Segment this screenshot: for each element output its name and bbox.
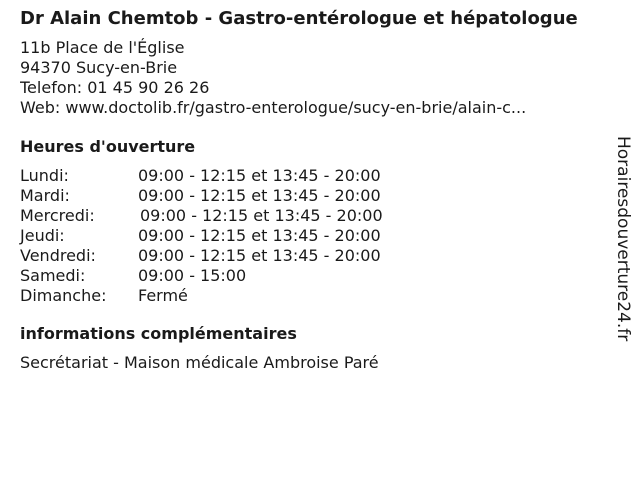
hours-day: Lundi: <box>20 166 69 185</box>
hours-time: 09:00 - 12:15 et 13:45 - 20:00 <box>138 166 381 185</box>
hours-day: Samedi: <box>20 266 86 285</box>
hours-table <box>20 166 600 306</box>
extra-info-heading: informations complémentaires <box>20 324 297 343</box>
phone-number: Telefon: 01 45 90 26 26 <box>20 78 210 97</box>
hours-time: Fermé <box>138 286 188 305</box>
address-block <box>20 38 600 118</box>
hours-row-lundi <box>20 166 600 186</box>
hours-time: 09:00 - 12:15 et 13:45 - 20:00 <box>140 206 383 225</box>
hours-heading: Heures d'ouverture <box>20 137 196 156</box>
hours-row-dimanche <box>20 286 600 306</box>
page-title: Dr Alain Chemtob - Gastro-entérologue et hépatologue <box>20 8 578 29</box>
hours-day: Mardi: <box>20 186 70 205</box>
street-address: 11b Place de l'Église <box>20 38 185 57</box>
business-card <box>20 8 600 373</box>
hours-day: Mercredi: <box>20 206 95 225</box>
hours-day: Dimanche: <box>20 286 107 305</box>
hours-row-mercredi <box>20 206 600 226</box>
hours-time: 09:00 - 12:15 et 13:45 - 20:00 <box>138 246 381 265</box>
hours-row-vendredi <box>20 246 600 266</box>
website-link: Web: www.doctolib.fr/gastro-enterologue/sucy-en-brie/alain-c... <box>20 98 527 117</box>
hours-row-samedi <box>20 266 600 286</box>
extra-info-text: Secrétariat - Maison médicale Ambroise Paré <box>20 353 379 372</box>
hours-row-mardi <box>20 186 600 206</box>
hours-time: 09:00 - 12:15 et 13:45 - 20:00 <box>138 186 381 205</box>
hours-row-jeudi <box>20 226 600 246</box>
hours-day: Jeudi: <box>20 226 65 245</box>
city-address: 94370 Sucy-en-Brie <box>20 58 178 77</box>
hours-time: 09:00 - 15:00 <box>138 266 247 285</box>
brand-watermark: Horairesdouverture24.fr <box>613 136 633 342</box>
hours-time: 09:00 - 12:15 et 13:45 - 20:00 <box>138 226 381 245</box>
hours-day: Vendredi: <box>20 246 96 265</box>
